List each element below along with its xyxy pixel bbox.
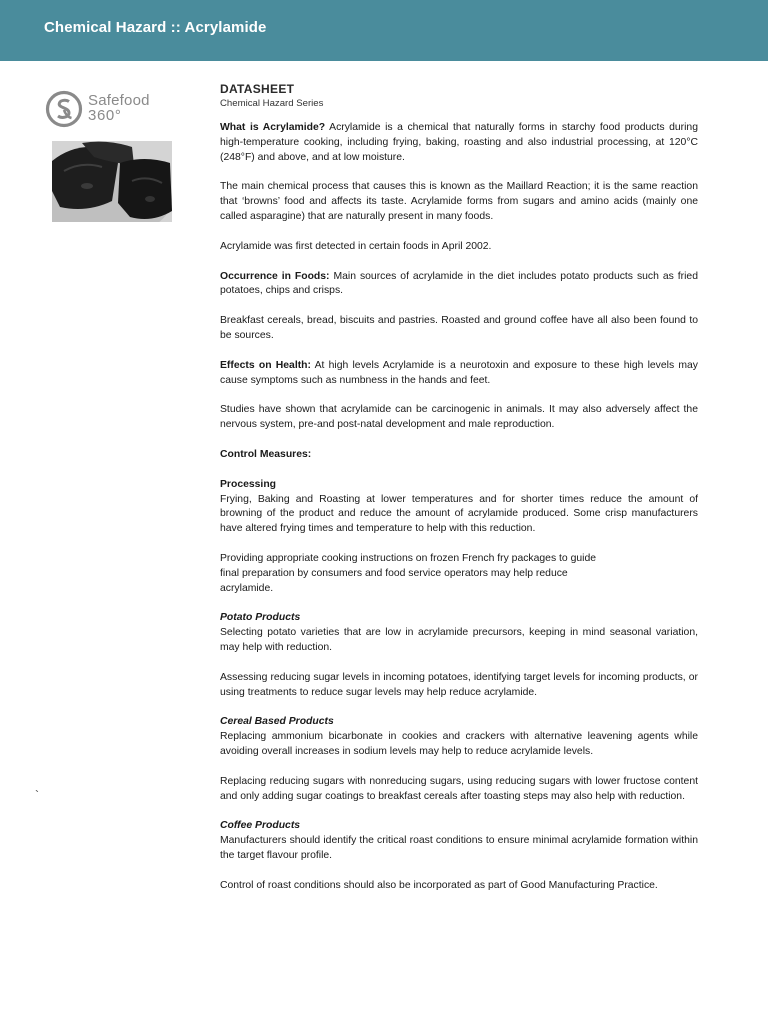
what-label: What is Acrylamide? <box>220 122 326 133</box>
breakfast-paragraph: Breakfast cereals, bread, biscuits and pastries. Roasted and ground coffee have all also been found to be sources. <box>220 315 698 341</box>
potato-heading: Potato Products <box>220 612 301 624</box>
studies-paragraph: Studies have shown that acrylamide can be carcinogenic in animals. It may also adversely affect the nervous system, pre-and post-natal development and male reproduction. <box>220 404 698 431</box>
effects-label: Effects on Health: <box>220 359 311 371</box>
cereal-text: Replacing ammonium bicarbonate in cookies and crackers with alternative leavening agents while avoiding overall increases in sodium levels may help to reduce acrylamide levels. <box>220 731 698 757</box>
what-text: Acrylamide is a chemical that naturally forms in starchy food products during high-temperature cooking, including frying, baking, roasting and also industrial processing, at 120°C (248°F) and above, and at low moisture. <box>220 122 698 163</box>
doc-title: DATASHEET <box>220 82 295 96</box>
cooking-line-3: acrylamide. <box>220 582 274 594</box>
cooking-line-2: final preparation by consumers and food service operators may help reduce <box>220 567 568 579</box>
cooking-instructions-paragraph <box>220 552 698 596</box>
processing-paragraph <box>220 478 698 537</box>
stray-mark: ` <box>35 788 39 802</box>
roast-control-paragraph: Control of roast conditions should also be incorporated as part of Good Manufacturing Practice. <box>220 879 658 891</box>
safefood-logo-icon <box>45 90 83 128</box>
first-detected-paragraph: Acrylamide was first detected in certain foods in April 2002. <box>220 240 492 252</box>
burnt-food-image <box>52 141 172 222</box>
occurrence-text: Main sources of acrylamide in the diet includes potato products such as fried potatoes, chips and crisps. <box>220 270 698 297</box>
what-is-paragraph <box>220 121 698 165</box>
effects-paragraph <box>220 359 698 389</box>
occurrence-label: Occurrence in Foods: <box>220 270 330 282</box>
cereal-paragraph <box>220 715 698 759</box>
maillard-paragraph: The main chemical process that causes this is known as the Maillard Reaction; it is the same reaction that ‘browns’ food and affects its taste. Acrylamide forms from sugars and amino acids (mainly one called asparagine) that are naturally present in many foods. <box>220 181 698 222</box>
cereal-heading: Cereal Based Products <box>220 716 334 728</box>
logo-sub: 360° <box>88 107 122 124</box>
safefood-logo <box>45 90 175 130</box>
sugar-levels-paragraph: Assessing reducing sugar levels in incoming potatoes, identifying target levels for incoming products, or using treatments to reduce sugar levels may help reduce acrylamide. <box>220 671 698 698</box>
potato-text: Selecting potato varieties that are low in acrylamide precursors, keeping in mind seasonal variation, may help with reduction. <box>220 627 698 653</box>
logo-name: Safefood <box>88 92 150 109</box>
processing-text: Frying, Baking and Roasting at lower temperatures and for shorter times reduce the amount of browning of the product and reduce the amount of acrylamide produced. Some crisp manufacturers have altered frying times and temperature to help with this reduction. <box>220 493 698 535</box>
coffee-heading: Coffee Products <box>220 820 301 832</box>
reducing-sugars-paragraph: Replacing reducing sugars with nonreducing sugars, using reducing sugars with lower fructose content and only adding sugar coatings to breakfast cereals after toasting steps may also help with reduction. <box>220 775 698 802</box>
potato-paragraph <box>220 611 698 655</box>
processing-heading: Processing <box>220 478 277 490</box>
datasheet-content <box>220 81 698 908</box>
burnt-toast-photo <box>52 141 172 222</box>
cooking-line-1: Providing appropriate cooking instructions on frozen French fry packages to guide <box>220 552 597 564</box>
effects-text: At high levels Acrylamide is a neurotoxin and exposure to these high levels may cause symptoms such as numbness in the hands and feet. <box>220 359 698 386</box>
header-bar <box>0 0 768 61</box>
header-title: Chemical Hazard :: Acrylamide <box>44 19 267 36</box>
control-measures-heading: Control Measures: <box>220 448 312 460</box>
occurrence-paragraph <box>220 270 698 300</box>
coffee-paragraph <box>220 819 698 863</box>
coffee-text: Manufacturers should identify the critical roast conditions to ensure minimal acrylamide formation within the target flavour profile. <box>220 835 698 861</box>
doc-subtitle: Chemical Hazard Series <box>220 98 324 109</box>
